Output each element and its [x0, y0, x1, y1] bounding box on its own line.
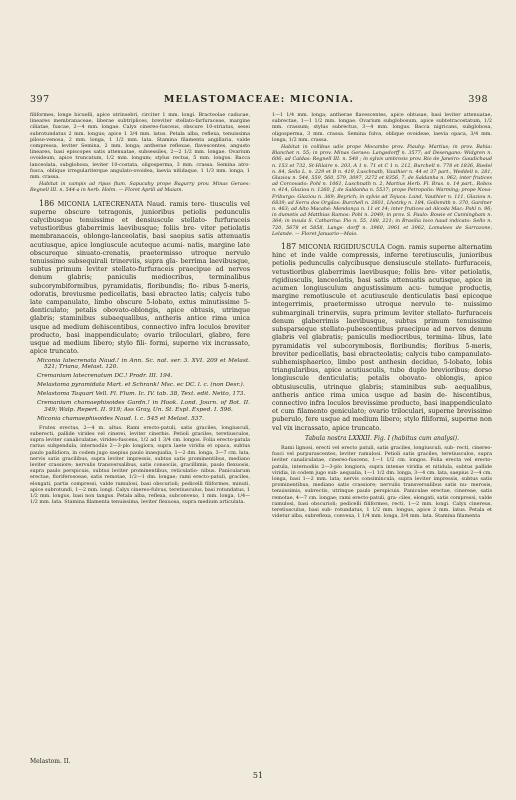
synonymy	[30, 358, 250, 423]
morphology-paragraph: Frutex erectus, 2—4 m. altus. Rami erecto-patuli, satis graciles, longiusculi, suberecti, pallide virides vel cinerei, leviter cinerbis. Petioli graciles, teretiusculos, supra leviter canaliculatae, virides-fuscens, 1/2 ad 1 3/4 cm. longos. Folia erecto-patula rarius subpendula, internodiis 2—3-plo longiora, supra laete viridia et opaca, subtus paulo pallidiora, in codem jugo saepius paulo inaequalia, 1—2 dm. longa, 3—7 cm. lata, nervis satis gracilibus, supra leviter impressis, subtus satis prominentibus, mediano leviter crassiore; nervulis transversalibus, satis consociis, gracillimis, paulo flexuosis, supra paulo perspicuis, subtus leviter prominentibus, reticulatio- nibus. Panicularum erectae, floriferosoeae, satis remotae, 1/2—1 dm. longae; rami erecto-patuli, graciles, elongati, partis compressi, valde ramulosi, basi obscurioli; pedicelli filiformes, minuti, apice subrotundi, 1—2 mm. longi. Calyx cinereo-fulvus, teretiusculus, basi rotundatus, 1 1/2 mm. longus, basi non tangus. Petala alba, reflexa, subconvexo, 1 mm. longa, 1/4—1/2 mm. lata. Stamina filamenta tenuissima, leviter flexuosa, supra medium articulata.	[30, 424, 250, 506]
species-entry	[272, 243, 492, 432]
habitat-paragraph: Habitat in collibus udis prope Mocambo prov. Piauhy: Martius; in prov. Bahia: Blanchet n. 55; in prov. Minas Geraes: Langsdorff n. 3577; ad Desengano: Widgren n. 606; ad Caldas: Regnell III. n. 548 ; in sylvis umbrosis prov. Rio de Janeiro: Gaudichaud n. 153 et 732, St-Hilaire n. 203, A 1 n. 71 et C 1 n. 212, Burchell n. 778 et 1836, Riedel n. 84, Sello L. n. 229 et B n. 419, Luschnath, Vauthier n. 44 et 37 part., Weddell n. 281, Glaziou n. 544, 559, 560, 579, 3097, 3272 et 8356, 7, de Saldanha n. 962; inter frutices ad Corcovado: Pohl n. 1061, Luschnath n. 2, Martius Herb. Fl. Bras. n. 14 part., Robox n. 414, Glaziou n. 1260, J. de Saldanha n. 5537; prope Petropolis: Warming; prope Nova-Friburgo: Glaziou n. 369; Beyrich; in sylvis ad Tejuca: Lund, Vauthier n. 111, Glaziou n. 6839; ad Serra dos Orgãos: Burchell n. 2601, Lhotzky n. 184, Gollsmith n. 370, Gardner n. 463; ad Alto Macahé: Mendonça n. 11 et 14; inter frutices ad Alcoda Mac: Pohl n. 96; in dumetis ad Matthias Ramos: Pohl n. 2049; in prov. S. Paulo: Bowie et Cunningham n. 364; in insula S. Catharina: Pio n. 55, 188, 221; in Brasilia loco haud indicato: Sello n. 720, 5678 et 5858, Langs- dorff n. 3960, 3961 et 3962, Lomalees de Sarrazone, Lelande. — Floret Januario—Maio.	[272, 144, 492, 237]
page-number-right: 398	[468, 94, 488, 105]
footer-label: Melastom. II.	[30, 758, 71, 765]
synonym: Cremanium latecrenatum DC.! Prodr. III. 194.	[37, 373, 173, 380]
species-description: ramis tere- tiusculis vel superne obscure tetragonis, junioribus petiolis pedunculis calycibusque tenuissime et densiuscule stellato- furfuraceis vetustioribus glaberrimis laevibusque; foliis bre- viter petiolatis membranaceis, oblongo-lanceolatis, basi saepius satis attenuatis acutiusque, apice longiuscule acuteque acumi- natis, margine late obscureque sinuato-crenatis, praetermisso utroque nervulo tenuissimo subsequirali trinerviis, supra gla- berrima laevibusque, subtus primum leviter stellato-furfuraceis praecipue ad nervos denum glabris; paniculis mediocribus, terminalibus subcorymbiformibus, pyramidatis, floribundis; flo- ribus 5-meris, odoratis, breviusme pedicellatis, basi ebracteo latis; calycis tubo late campanulato, limbo obscure 5-lobato, extus minutissime 5-denticulato; petalis obovato-oblongis, apice obtusis, utrinque glabris; staminibus subaequalibus, antheris antice rima unica usque ad medium dehiscentibus, connectivo infra loculos breviter producto, basi inappendiculato; ovario triloculari, glabro, fere usque ad medium libero; stylo fili- formi, superne vix incrassato, apice truncato.	[30, 199, 250, 356]
description-paragraph: filiformes, longe bicuelli, apice utrinsebri, circiter 1 mm. longi. Bracteolae caducae, lineares membranaceae, liberae subtriplices, breviter stellato-farfuraceae, margine ciliatae, fuscae, 2—4 mm. longae. Calyx cinereo-fusceus, obscure 10-striatus, sesei subrotundatus 2 mm. longus; apice 1 3/4 mm. latus. Petala alba, reflexa, tenuissima piloso-venosa, 2 mm. longa, 1 1/2 mm. lata. Stamina filamenta angillaria, valde compressa, leviter Semina, 2 mm. longa; antherae reflexae, flavescentes, angusto lineares, basi episcopes satis attenuatae, subsessiles, 2—2 1/2 mm. longae. Ovarium ovoideum, apice truncatum, 1/2 mm. longum; stylus rectus, 5 mm. longus. Bacca lanceolata, subglobosa, leviter 10-costata, oligosperma, 3 mm. crassa. Semina atro-fusca, oblique irregulariterque angulato-ovoidea, laevia nitidaque, 1 1/3 mm. longa, 1 mm. crassa.	[30, 112, 250, 181]
synonym: Miconia chamaephisoides Naud. l. c. 545 et Melast. 537.	[37, 415, 205, 422]
species-number: 186	[39, 198, 55, 208]
species-author: Cogn.	[387, 243, 407, 252]
page-number-left: 397	[30, 94, 50, 105]
species-name: MICONIA RIGIDIUSCULA	[298, 243, 385, 252]
signature-mark: 51	[252, 771, 264, 780]
species-number: 187	[281, 242, 297, 252]
species-description: ramis superne alternatim hinc et inde valde compressis, inferne teretiusculis, junioribus petiolis pedunculis calycibusque densiuscule stellato- furfuraceis, vetustioribus glaberrimis laevibusque; foliis bre- viter petiolatis, rigidiusculis, lanceolatis, basi satis attenuatis acutisque, apice in acumen longiusculum angustissimum acu- tumque productis, margine remotiuscule et acutiuscule denticulatis basi epicoque integerrimis, praetermisso utroque nervulo te- nuissimo submarginali trinerviis, supra primum leviter stellato- furfuraceis denum glaberrimis laevibusque, subtus primum tenuissime subsparseque stellato-pubescentibus praecipue ad nervos denum glabris vel glabratis; paniculis mediocribus, termina- libus, late pyramidatis vel subcorymbosis, floribundis; floribus 5-meris, breviter pedicellatis, basi ebracteolatis; calycis tubo campanulato-subhemisphaerico, limbo post anthesin deciduo, 5-lobato, lobis triangularibus, apice acutiusculis, tubo duplo brevioribus; dorso longiuscule denticulatis; petalis obovato- oblongis, apice obtusiusculis, utrinque glabris; staminibus sub- aequalibus, antheris antice rima unica usque ad basin de- hiscentibus, connectivo infra loculos brevissime producto, basi inappendiculato et cum filamento geniculato; ovario triloculari, superne brevissime puberulo, fere usque ad medium libero; stylo filiformi, superne non vel vix incrassato, apice truncato.	[272, 243, 492, 432]
plate-reference: Tabula nostra LXXXII. Fig. I (habitus cum analysi).	[304, 434, 460, 442]
running-header	[30, 94, 488, 108]
habitat-paragraph: Habitat in campis ad ripas flum. Sapucahy prope Bagurry prov. Minas Geraes: Regnell III. n. 544-a in herb. Holm. — Floret Aprili ad Maiam.	[30, 181, 250, 194]
description-paragraph: 1—1 1/4 mm. longa; antherae flavescentes, apice obtusae, basi leviter attenuatae, subrectae, 1—1 1/2 mm. longae. Ovarium subglobosum, apice subtetracostatum, 1/2 mm. crassum; stylus subrectus, 3—4 mm. longus. Bacca nigricans, subglobosa, oligosperma, 3 mm. crassa. Semina fulva, oblique ovoideae, laevia opaca, 3/4 mm. longa, 1/2 mm. crassa.	[272, 112, 492, 143]
species-name: MICONIA LATECRENATA	[57, 199, 144, 208]
synonym: Melastoma pyramidata Mart. et Schrank! Msc. ec DC. l. c. (non Desr.).	[37, 382, 245, 389]
species-entry	[30, 200, 250, 356]
left-column	[30, 112, 250, 762]
synonym: Cremanium chamaephisoides Gardn.! in Hook. Lond. Journ. of Bot. II. 349; Walp. Repert. II. 919; Ass Gray, Un. St. Expl. Exped. I. 596.	[37, 400, 250, 413]
morphology-paragraph: Rami lignosi, erecti vel erecto patuli, satis graciles, longiusculi, sub- recti, cinereo-fusci vel purpurascentes, leviter ramulosi. Petioli satis graciles, teretiusculos, supra leviter canaliculatae, cinereo-fuscens, 1—1 1/2 cm. longos. Folia erecta vel erecto-patula, internodiis 2—3-plo longiora, supra intense viridia et nitidula, subtus pallide viridia, in codem jugo sub- aequalia, 1—1 1/2 dm. longa, 3—4 cm. lata, saepius 2—4 cm. longa, basi 1—2 mm. lata; nervis consimincula, supra leviter impressis, subtus satis prominentibus, mediano satis crassiore; nervulis transversalibus satis nu- merosis, tenuissimis, subrectis, utrinque paulo perspicuis. Paniculae erectae, cinereae, satis remotae, 4—7 cm. longae; rami erecto-patuli, gra- ciles, elongati, satis compressi, valde ramulosi, basi obscurioli; pedicelli filiformes, recti, 1—2 mm. longi. Calyx cinereus, teretiusculus, basi sub- rotundatus, 1 1/2 mm. longus, apice 2 mm. latus. Petala et videtur alba, subreflexa, convexa, 1 1/4 mm. longa, 3/4 mm. lata. Stamina filamenta	[272, 445, 492, 520]
synonym: Miconia latecrenata Naud.! in Ann. Sc. nat. ser. 3. XVI. 209 et Melast. 521; Triana, Melast. 120.	[37, 357, 250, 371]
species-author: Naud.	[146, 199, 167, 208]
right-column	[272, 112, 492, 752]
synonym: Melastoma Taquari Vell. Fl. Flum. Ic. IV. tab. 38, Text. edit. Netto, 173.	[37, 391, 246, 398]
running-title: MELASTOMACEAE: MICONIA.	[163, 94, 355, 105]
